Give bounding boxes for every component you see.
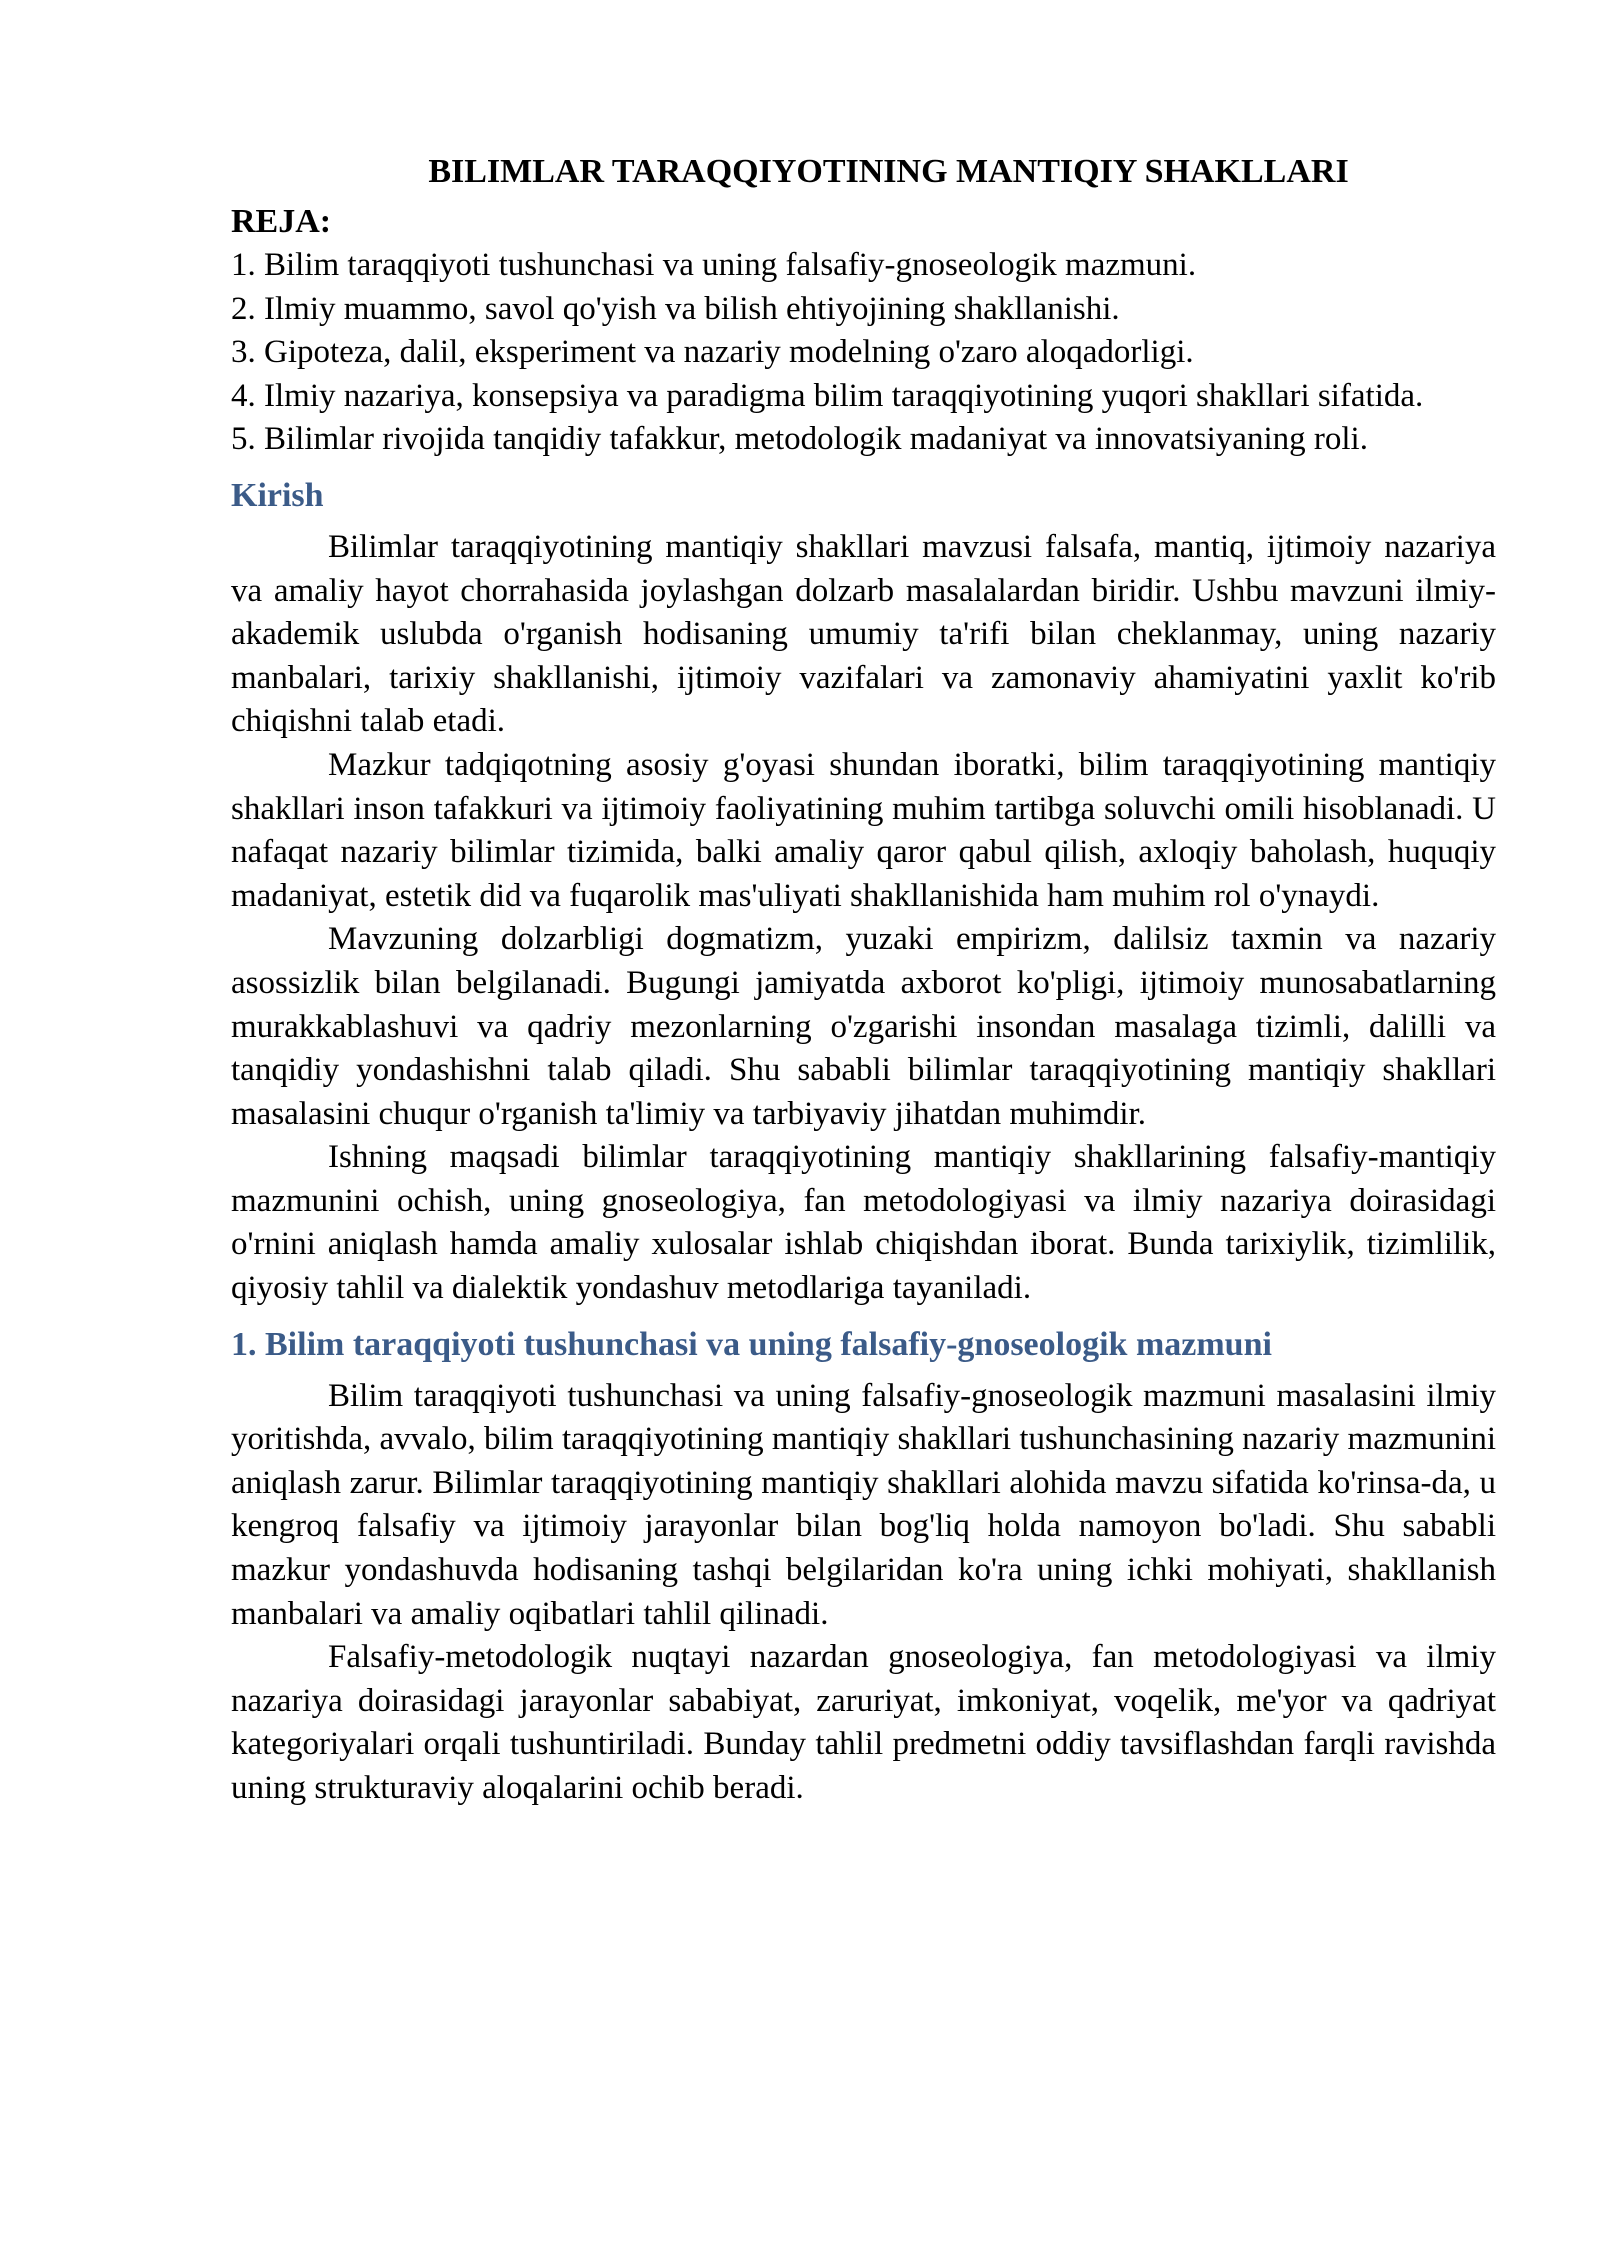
plan-item: 5. Bilimlar rivojida tanqidiy tafakkur, metodologik madaniyat va innovatsiyaning roli. [231,421,1368,458]
intro-paragraph: Bilimlar taraqqiyotining mantiqiy shakllari mavzusi falsafa, mantiq, ijtimoiy nazariya va amaliy hayot chorrahasida joylashgan dolzarb masalalardan biridir. Ushbu mavzuni ilmiy-akademik uslubda o'rganish hodisaning umumiy ta'rifi bilan cheklanmay, uning nazariy manbalari, tarixiy shakllanishi, ijtimoiy vazifalari va zamonaviy ahamiyatini yaxlit ko'rib chiqishni talab etadi. [231,528,1496,740]
intro-heading: Kirish [231,476,324,514]
intro-paragraph: Mavzuning dolzarbligi dogmatizm, yuzaki empirizm, dalilsiz taxmin va nazariy asossizlik bilan belgilanadi. Bugungi jamiyatda axborot ko'pligi, ijtimoiy munosabatlarning murakkablashuvi va qadriy mezonlarning o'zgarishi insondan masalaga tizimli, dalilli va tanqidiy yondashishni talab qiladi. Shu sababli bilimlar taraqqiyotining mantiqiy shakllari masalasini chuqur o'rganish ta'limiy va tarbiyaviy jihatdan muhimdir. [231,921,1496,1132]
plan-item: 2. Ilmiy muammo, savol qo'yish va bilish ehtiyojining shakllanishi. [231,290,1120,327]
intro-paragraph: Mazkur tadqiqotning asosiy g'oyasi shundan iboratki, bilim taraqqiyotining mantiqiy shakllari inson tafakkuri va ijtimoiy faoliyatining muhim tartibga soluvchi omili hisoblanadi. U nafaqat nazariy bilimlar tizimida, balki amaliy qaror qabul qilish, axloqiy baholash, huquqiy madaniyat, estetik did va fuqarolik mas'uliyati shakllanishida ham muhim rol o'ynaydi. [231,746,1496,914]
plan-item: 1. Bilim taraqqiyoti tushunchasi va uning falsafiy-gnoseologik mazmuni. [231,247,1197,283]
document-title: BILIMLAR TARAQQIYOTINING MANTIQIY SHAKLLARI [428,153,1349,190]
plan-item: 4. Ilmiy nazariya, konsepsiya va paradigma bilim taraqqiyotining yuqori shakllari sifatida. [231,377,1424,414]
document-page [231,150,1496,1811]
section-1-paragraph: Falsafiy-metodologik nuqtayi nazardan gnoseologiya, fan metodologiyasi va ilmiy nazariya doirasidagi jarayonlar sababiyat, zaruriyat, imkoniyat, voqelik, me'yor va qadriyat kategoriyalari orqali tushuntiriladi. Bunday tahlil predmetni oddiy tavsiflashdan farqli ravishda uning strukturaviy aloqalarini ochib beradi. [231,1639,1496,1806]
plan-list [231,244,1496,462]
section-1-paragraph: Bilim taraqqiyoti tushunchasi va uning falsafiy-gnoseologik mazmuni masalasini ilmiy yoritishda, avvalo, bilim taraqqiyotining mantiqiy shakllari tushunchasining nazariy mazmunini aniqlash zarur. Bilimlar taraqqiyotining mantiqiy shakllari alohida mavzu sifatida ko'rinsa-da, u kengroq falsafiy va ijtimoiy jarayonlar bilan bog'liq holda namoyon bo'ladi. Shu sababli mazkur yondashuvda hodisaning tashqi belgilaridan ko'ra uning ichki mohiyati, shakllanish manbalari va amaliy oqibatlari tahlil qilinadi. [231,1377,1496,1632]
plan-label: REJA: [231,203,332,240]
intro-paragraph: Ishning maqsadi bilimlar taraqqiyotining mantiqiy shakllarining falsafiy-mantiqiy mazmunini ochish, uning gnoseologiya, fan metodologiyasi va ilmiy nazariya doirasidagi o'rnini aniqlash hamda amaliy xulosalar ishlab chiqishdan iborat. Bunda tarixiylik, tizimlilik, qiyosiy tahlil va dialektik yondashuv metodlariga tayaniladi. [231,1139,1496,1307]
section-1-heading: 1. Bilim taraqqiyoti tushunchasi va uning falsafiy-gnoseologik mazmuni [231,1325,1272,1363]
plan-item: 3. Gipoteza, dalil, eksperiment va nazariy modelning o'zaro aloqadorligi. [231,334,1194,371]
